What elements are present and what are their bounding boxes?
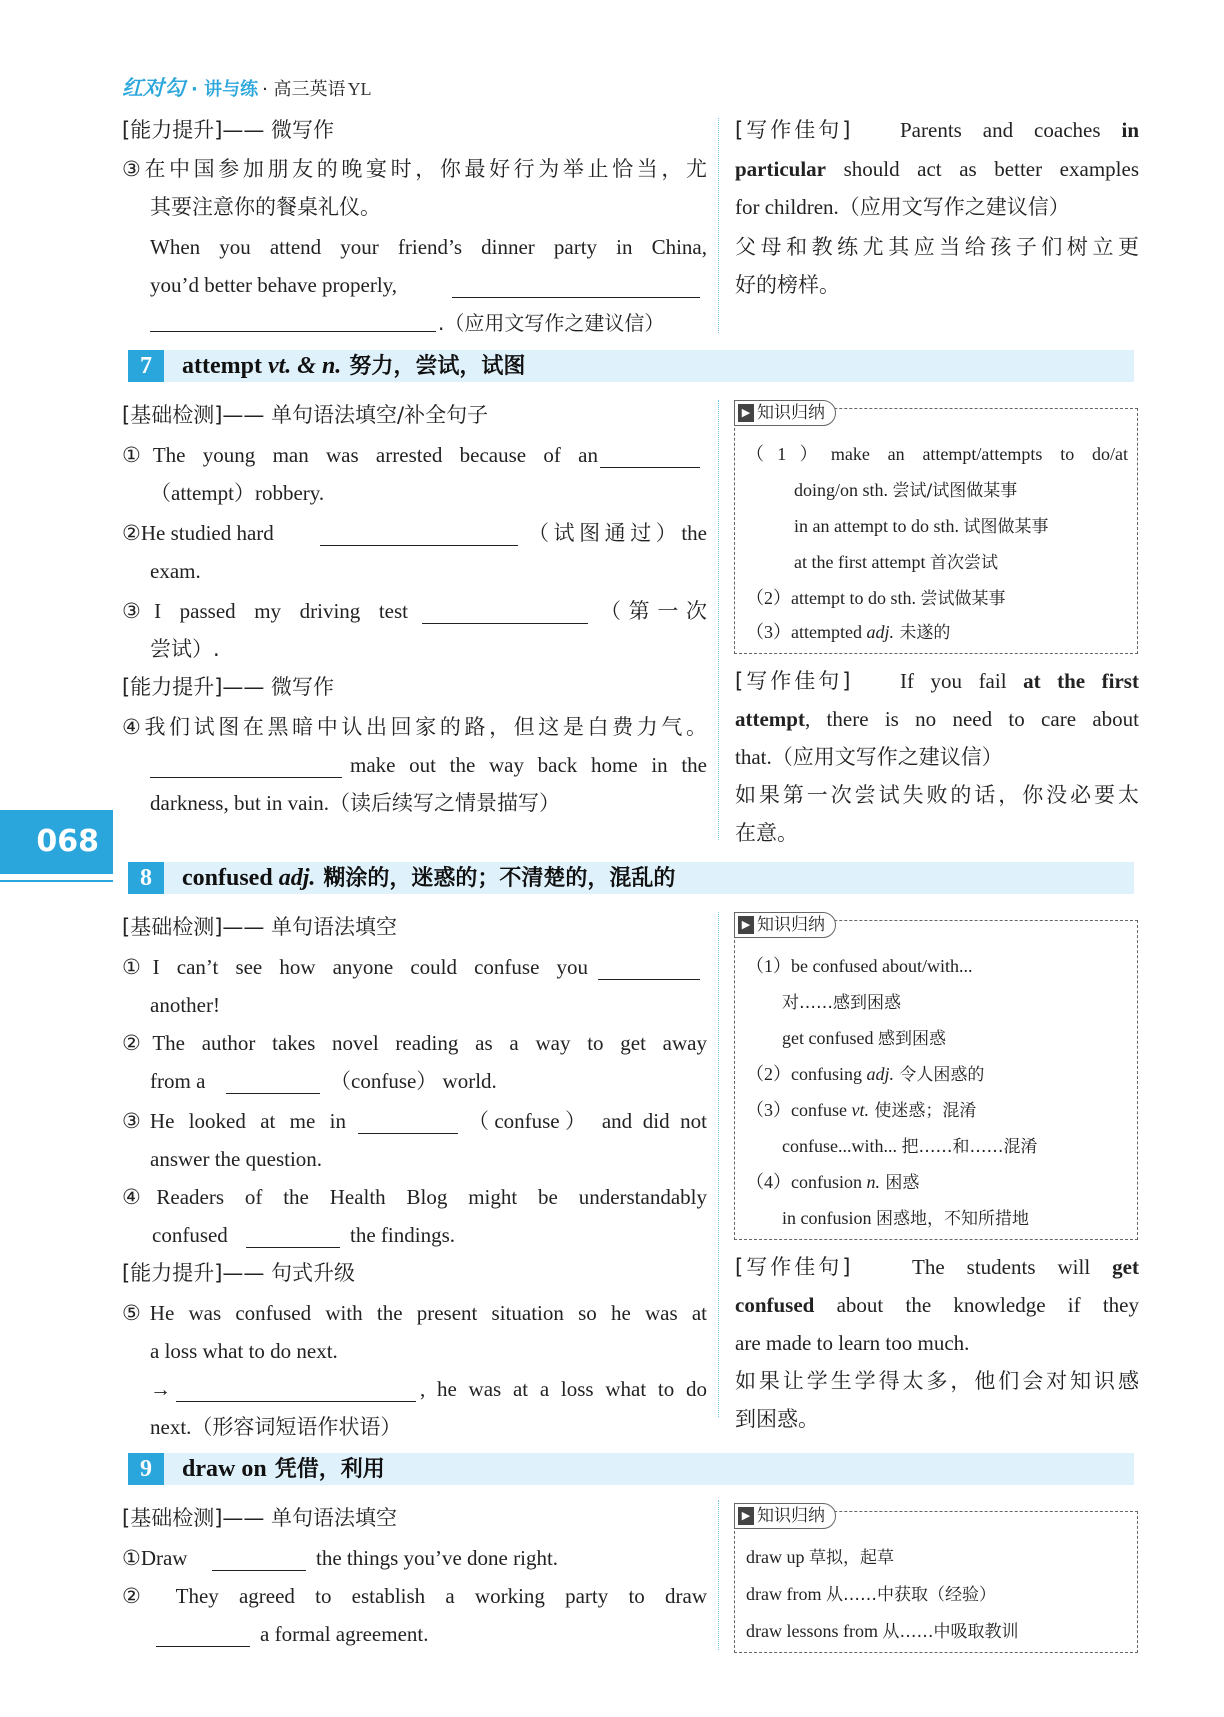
question-text: next.（形容词短语作状语） (150, 1415, 402, 1439)
answer-blank[interactable] (358, 1110, 458, 1134)
play-icon: ▶ (738, 916, 754, 934)
page-header (122, 72, 372, 104)
question-text: ② They agreed to establish a working party to draw (122, 1584, 707, 1608)
question-text: ③I passed my driving test (122, 599, 408, 623)
question-text: ④我们试图在黑暗中认出回家的路，但这是白费力气。 (122, 715, 707, 739)
knowledge-tag: ▶ 知识归纳 (734, 1503, 836, 1529)
knowledge-item: draw from 从……中获取（经验） (746, 1584, 996, 1605)
writing-sentence: confused about the knowledge if they (735, 1293, 1139, 1317)
answer-blank[interactable] (452, 274, 700, 298)
question-text: the things you’ve done right. (316, 1546, 559, 1570)
page-number-rule (0, 880, 113, 882)
question-text: ⑤He was confused with the present situation so he was at (122, 1301, 707, 1325)
knowledge-item: 对……感到困惑 (782, 993, 901, 1013)
answer-blank[interactable] (598, 956, 700, 980)
basic-label: [基础检测]—— 单句语法填空 (122, 915, 398, 939)
knowledge-item: get confused 感到困惑 (782, 1028, 946, 1049)
writing-translation: 好的榜样。 (735, 273, 840, 297)
column-divider (718, 1500, 719, 1650)
book-title: · 讲与练 (191, 79, 259, 100)
knowledge-item: （2）confusing adj. 令人困惑的 (746, 1064, 985, 1085)
writing-translation: 如果第一次尝试失败的话，你没必要太 (735, 783, 1139, 807)
question-source: .（应用文写作之建议信） (438, 311, 665, 335)
knowledge-item: （2）attempt to do sth. 尝试做某事 (746, 588, 1006, 609)
writing-label: [写作佳句] (735, 118, 854, 142)
writing-sentence: The students will get (912, 1255, 1139, 1279)
question-text: from a (150, 1069, 206, 1093)
answer-blank[interactable] (150, 308, 436, 332)
question-text: When you attend your friend’s dinner party in China, (150, 235, 707, 259)
play-icon: ▶ (738, 404, 754, 422)
answer-blank[interactable] (422, 600, 588, 624)
question-text: the findings. (350, 1223, 455, 1247)
question-text: （attempt）robbery. (150, 481, 325, 505)
question-text: a loss what to do next. (150, 1339, 338, 1363)
section-heading-8 (128, 862, 1134, 894)
brand-logo: 红对勾 (122, 76, 185, 100)
question-text: you’d better behave properly, (150, 273, 398, 297)
writing-sentence: for children.（应用文写作之建议信） (735, 195, 1070, 219)
question-text: （试图通过）the (528, 521, 707, 545)
knowledge-item: doing/on sth. 尝试/试图做某事 (794, 480, 1018, 501)
page-number: 068 (0, 810, 113, 874)
answer-blank[interactable] (246, 1224, 340, 1248)
play-icon: ▶ (738, 1507, 754, 1525)
section-number: 7 (128, 350, 164, 382)
question-text: a formal agreement. (260, 1622, 429, 1646)
writing-sentence: Parents and coaches in (900, 118, 1139, 142)
section-number: 9 (128, 1453, 164, 1485)
knowledge-item: （3）attempted adj. 未遂的 (746, 622, 951, 643)
question-text: ③在中国参加朋友的晚宴时，你最好行为举止恰当，尤 (122, 157, 707, 181)
ability-label: [能力提升]—— 微写作 (122, 118, 335, 142)
question-text: （confuse） and did not (468, 1109, 707, 1133)
answer-blank[interactable] (320, 522, 518, 546)
question-text: ②The author takes novel reading as a way to get away (122, 1031, 707, 1055)
writing-sentence: If you fail at the first (900, 669, 1139, 693)
subject-title: · 高三英语 (262, 79, 346, 100)
question-text: ①The young man was arrested because of an (122, 443, 598, 467)
question-text: ④Readers of the Health Blog might be understandably (122, 1185, 707, 1209)
writing-translation: 如果让学生学得太多，他们会对知识感 (735, 1369, 1139, 1393)
knowledge-item: （4）confusion n. 困惑 (746, 1172, 920, 1193)
arrow-mark: → (150, 1377, 171, 1401)
basic-label: [基础检测]—— 单句语法填空/补全句子 (122, 403, 489, 427)
question-text: answer the question. (150, 1147, 323, 1171)
writing-sentence: particular should act as better examples (735, 157, 1139, 181)
writing-sentence: are made to learn too much. (735, 1331, 970, 1355)
writing-translation: 到困惑。 (735, 1407, 819, 1431)
column-divider (718, 118, 719, 333)
knowledge-item: draw lessons from 从……中吸取教训 (746, 1621, 1019, 1642)
answer-blank[interactable] (600, 444, 700, 468)
writing-label: [写作佳句] (735, 1255, 854, 1279)
ability-label: [能力提升]—— 句式升级 (122, 1261, 356, 1285)
edition-label: YL (347, 79, 372, 99)
question-text: another! (150, 993, 220, 1017)
knowledge-item: in confusion 困惑地，不知所措地 (782, 1208, 1029, 1229)
knowledge-item: confuse...with... 把……和……混淆 (782, 1136, 1038, 1157)
section-heading-7 (128, 350, 1134, 382)
knowledge-item: （3）confuse vt. 使迷惑；混淆 (746, 1100, 977, 1121)
question-text: ①I can’t see how anyone could confuse you (122, 955, 588, 979)
answer-blank[interactable] (156, 1623, 250, 1647)
question-text: ③He looked at me in (122, 1109, 346, 1133)
headword: attempt vt. & n. 努力，尝试，试图 (182, 353, 526, 379)
question-text: , he was at a loss what to do (420, 1377, 707, 1401)
answer-blank[interactable] (176, 1378, 416, 1402)
basic-label: [基础检测]—— 单句语法填空 (122, 1506, 398, 1530)
knowledge-item: draw up 草拟，起草 (746, 1547, 894, 1568)
knowledge-item: （1）make an attempt/attempts to do/at (746, 444, 1128, 464)
knowledge-tag: ▶ 知识归纳 (734, 400, 836, 426)
question-text: 其要注意你的餐桌礼仪。 (150, 195, 381, 219)
headword: confused adj. 糊涂的，迷惑的；不清楚的，混乱的 (182, 865, 676, 891)
question-text: confused (152, 1223, 228, 1247)
writing-sentence: attempt, there is no need to care about (735, 707, 1139, 731)
section-number: 8 (128, 862, 164, 894)
question-text: darkness, but in vain.（读后续写之情景描写） (150, 791, 561, 815)
headword: draw on 凭借，利用 (182, 1456, 385, 1482)
question-text: ①Draw (122, 1546, 188, 1570)
answer-blank[interactable] (212, 1547, 306, 1571)
knowledge-item: at the first attempt 首次尝试 (794, 552, 998, 573)
question-text: （第一次 (600, 599, 707, 623)
writing-sentence: that.（应用文写作之建议信） (735, 745, 1003, 769)
writing-translation: 在意。 (735, 821, 798, 845)
answer-blank[interactable] (226, 1070, 320, 1094)
section-heading-9 (128, 1453, 1134, 1485)
writing-translation: 父母和教练尤其应当给孩子们树立更 (735, 235, 1139, 259)
question-text: 尝试）. (150, 637, 220, 661)
ability-label: [能力提升]—— 微写作 (122, 675, 335, 699)
knowledge-item: （1）be confused about/with... (746, 956, 973, 976)
column-divider (718, 912, 719, 1417)
question-text: ②He studied hard (122, 521, 274, 545)
question-text: make out the way back home in the (350, 753, 707, 777)
knowledge-tag: ▶ 知识归纳 (734, 912, 836, 938)
knowledge-item: in an attempt to do sth. 试图做某事 (794, 516, 1049, 537)
question-text: exam. (150, 559, 201, 583)
question-text: （confuse） world. (330, 1069, 497, 1093)
column-divider (718, 400, 719, 840)
writing-label: [写作佳句] (735, 669, 854, 693)
answer-blank[interactable] (150, 754, 342, 778)
